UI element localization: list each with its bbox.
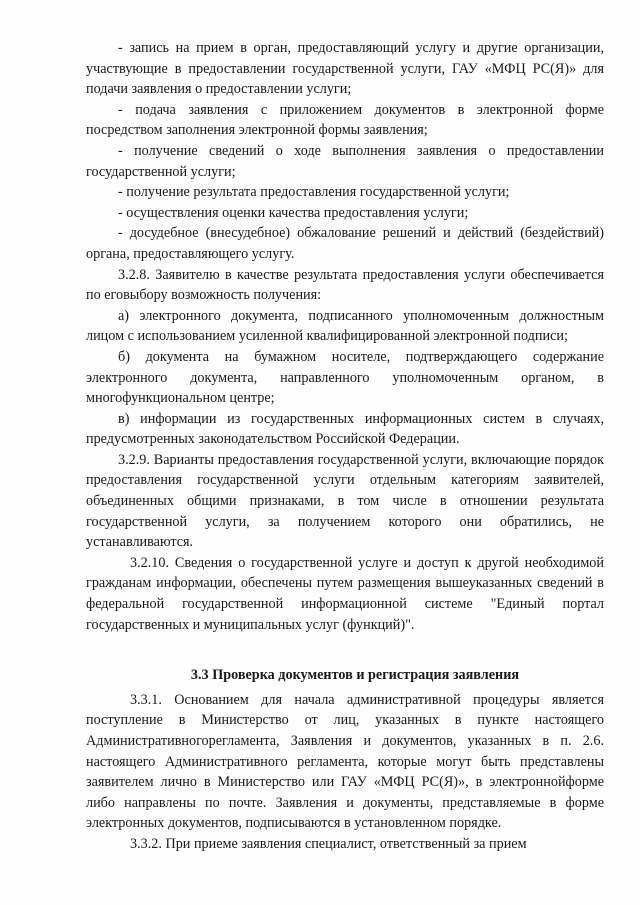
- paragraph-quality-assessment: - осуществления оценки качества предоставления услуги;: [118, 204, 469, 221]
- paragraph-3-2-8: 3.2.8. Заявителю в качестве результата предоставления услуги обеспечивается по еговыбору возможность получения:: [86, 266, 604, 304]
- paragraph-option-a: а) электронного документа, подписанного уполномоченным должностным лицом с использованием усиленной квалифицированной электронной подписи;: [86, 307, 604, 345]
- paragraph-result: - получение результата предоставления государственной услуги;: [118, 184, 510, 201]
- section-heading: 3.3 Проверка документов и регистрация заявления: [190, 667, 520, 684]
- paragraph-option-b: б) документа на бумажном носителе, подтверждающего содержание электронного документа, направленного уполномоченным органом, в многофункциональном центре;: [86, 348, 604, 407]
- paragraph-3-3-1: 3.3.1. Основанием для начала административной процедуры является поступление в Министерство от лиц, указанных в пункте настоящего Административногорегламента, Заявления и документов, указанных в п. 2.6. настоящего Административного регламента, которые могут быть представлены заявителем лично в Министерство или ГАУ «МФЦ РС(Я)», в электроннойформе либо направлены по почте. Заявления и документы, представляемые в форме электронных документов, подписываются в установленном порядке.: [86, 691, 604, 832]
- paragraph-appeal: - досудебное (внесудебное) обжалование решений и действий (бездействий) органа, предоставляющего услугу.: [86, 225, 604, 262]
- paragraph-3-2-9: 3.2.9. Варианты предоставления государственной услуги, включающие порядок предоставления государственной услуги отдельным категориям заявителей, объединенных общими признаками, в том числе в отношении результата государственной услуги, за получением которого они обратились, не устанавливаются.: [86, 451, 604, 551]
- paragraph-submission: - подача заявления с приложением документов в электронной форме посредством заполнения электронной формы заявления;: [86, 101, 604, 139]
- paragraph-3-3-2: 3.3.2. При приеме заявления специалист, ответственный за прием: [130, 835, 527, 852]
- paragraph-status-info: - получение сведений о ходе выполнения заявления о предоставлении государственной услуги;: [86, 142, 604, 180]
- paragraph-appointment: - запись на прием в орган, предоставляющий услугу и другие организации, участвующие в предоставлении государственной услуги, ГАУ «МФЦ РС(Я)» для подачи заявления о предоставлении услуги;: [86, 40, 604, 98]
- paragraph-option-v: в) информации из государственных информационных систем в случаях, предусмотренных законодательством Российской Федерации.: [86, 410, 604, 448]
- paragraph-3-2-10: 3.2.10. Сведения о государственной услуге и доступ к другой необходимой гражданам информации, обеспечены путем размещения вышеуказанных сведений в федеральной государственной информационной системе "Единый портал государственных и муниципальных услуг (функций)".: [86, 554, 604, 633]
